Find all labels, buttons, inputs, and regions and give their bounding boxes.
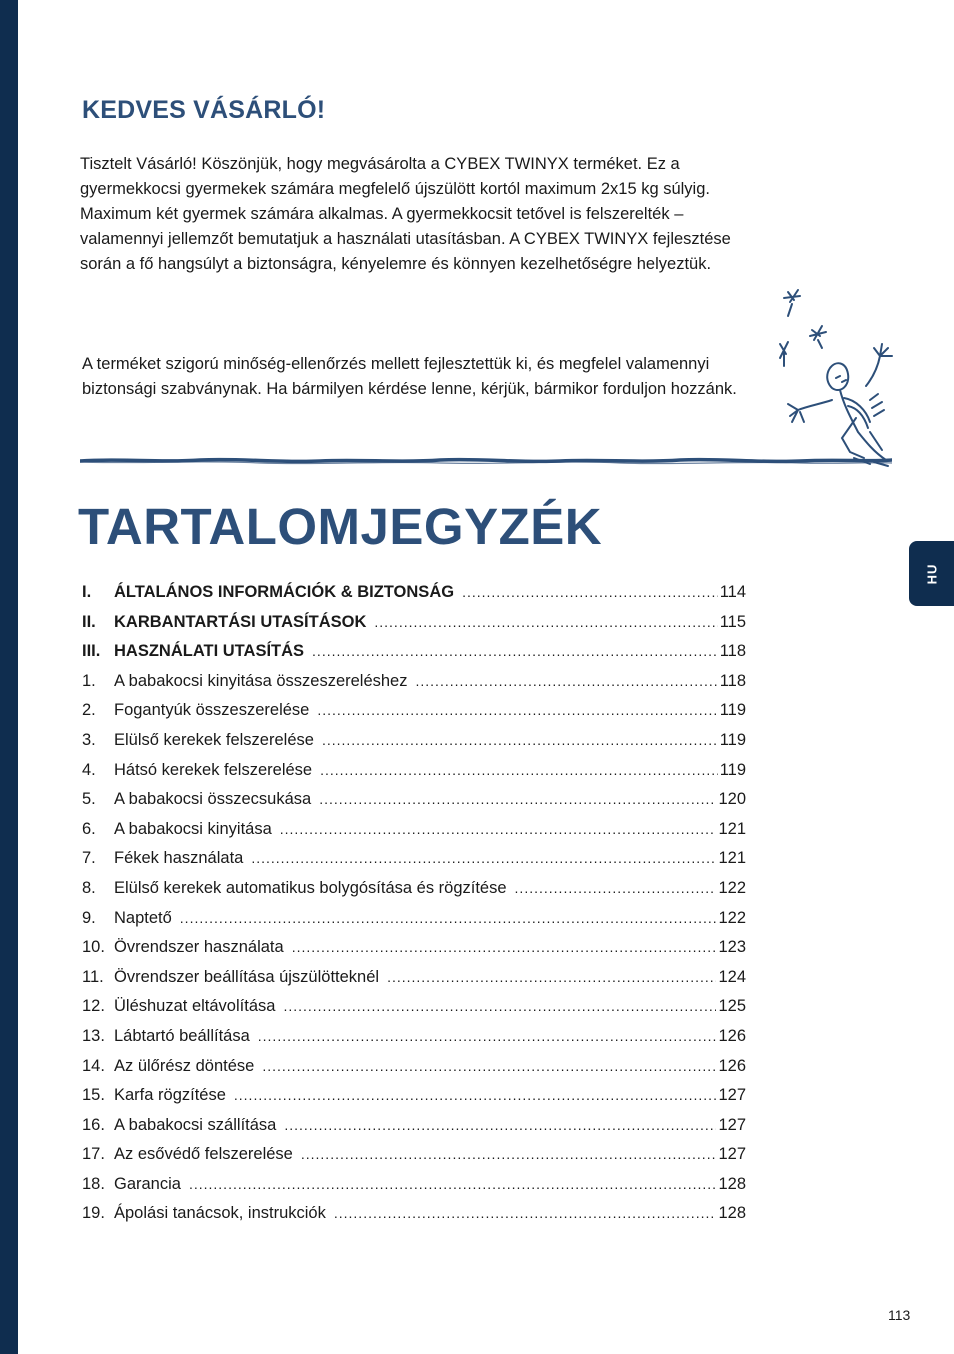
toc-entry-page: 126 (718, 1026, 746, 1045)
toc-entry[interactable] (82, 938, 746, 968)
toc-title: TARTALOMJEGYZÉK (78, 498, 603, 555)
toc-leader-dots (387, 969, 716, 985)
toc-leader-dots (251, 850, 716, 866)
left-edge-bar (0, 0, 18, 1354)
toc-entry-label: Ápolási tanácsok, instrukciók (114, 1204, 326, 1223)
toc-entry[interactable] (82, 701, 746, 731)
page-number: 113 (888, 1307, 911, 1323)
toc-entry-number: I. (82, 583, 92, 601)
toc-entry-label: A babakocsi szállítása (114, 1115, 277, 1134)
toc-entry-number: 7. (82, 849, 96, 868)
toc-entry-label: A babakocsi összecsukása (114, 790, 312, 809)
quality-paragraph: A terméket szigorú minőség-ellenőrzés mellett fejlesztettük ki, és megfelel valamennyi biztonsági szabványnak. Ha bármilyen kérdése lenne, kérjük, bármikor forduljon hozzánk. (82, 355, 737, 398)
toc-entry-number: 19. (82, 1204, 105, 1223)
toc-entry[interactable] (82, 879, 746, 909)
toc-entry[interactable] (82, 1175, 746, 1205)
juggling-figure-illustration (770, 282, 900, 472)
toc-entry-page: 118 (719, 671, 746, 690)
toc-entry-number: 3. (82, 730, 96, 749)
toc-entry[interactable] (82, 642, 746, 672)
toc-entry[interactable] (82, 613, 746, 643)
toc-entry-label: A babakocsi kinyitása (114, 819, 272, 838)
toc-entry-label: Fogantyúk összeszerelése (114, 701, 310, 720)
toc-entry-page: 123 (718, 938, 746, 957)
toc-leader-dots (234, 1087, 717, 1103)
toc-leader-dots (284, 1117, 716, 1133)
toc-entry-page: 128 (718, 1204, 746, 1223)
toc-entry-label: Naptető (114, 908, 172, 927)
toc-entry-label: Karfa rögzítése (114, 1086, 226, 1105)
toc-leader-dots (301, 1146, 717, 1162)
toc-entry-page: 118 (719, 642, 746, 661)
toc-leader-dots (319, 791, 716, 807)
toc-entry-page: 127 (718, 1115, 746, 1134)
toc-leader-dots (322, 732, 718, 748)
toc-entry-page: 122 (718, 878, 746, 897)
greeting-title: KEDVES VÁSÁRLÓ! (82, 96, 326, 124)
toc-entry[interactable] (82, 731, 746, 761)
toc-entry[interactable] (82, 1086, 746, 1116)
toc-entry[interactable] (82, 1145, 746, 1175)
toc-entry-label: Garancia (114, 1174, 181, 1193)
toc-entry[interactable] (82, 1027, 746, 1057)
toc-entry[interactable] (82, 820, 746, 850)
toc-entry-label: Övrendszer használata (114, 938, 284, 957)
toc-leader-dots (374, 614, 717, 630)
toc-leader-dots (180, 910, 717, 926)
toc-leader-dots (515, 880, 717, 896)
toc-entry-page: 119 (719, 730, 746, 749)
toc-leader-dots (334, 1205, 717, 1221)
toc-entry[interactable] (82, 761, 746, 791)
toc-entry-number: 9. (82, 908, 96, 927)
toc-entry[interactable] (82, 672, 746, 702)
toc-entry-page: 115 (719, 612, 746, 631)
toc-entry-number: 13. (82, 1026, 105, 1045)
toc-entry-number: II. (82, 612, 96, 631)
toc-entry[interactable] (82, 583, 746, 613)
toc-leader-dots (258, 1028, 717, 1044)
language-tab (909, 541, 954, 606)
toc-entry-page: 119 (719, 760, 746, 779)
toc-entry-number: 4. (82, 760, 96, 779)
toc-entry-number: 18. (82, 1174, 105, 1193)
toc-entry-number: III. (82, 642, 101, 661)
toc-entry-page: 121 (718, 849, 746, 868)
toc-entry-label: Az ülőrész döntése (114, 1056, 255, 1075)
table-of-contents (82, 583, 746, 1234)
toc-entry[interactable] (82, 1116, 746, 1146)
toc-entry-number: 16. (82, 1115, 105, 1134)
toc-leader-dots (317, 702, 717, 718)
toc-entry-number: 5. (82, 790, 96, 809)
toc-leader-dots (280, 821, 717, 837)
toc-entry-page: 119 (719, 701, 746, 720)
toc-entry[interactable] (82, 997, 746, 1027)
toc-entry-page: 127 (718, 1086, 746, 1105)
toc-entry-page: 122 (718, 908, 746, 927)
toc-entry-number: 17. (82, 1145, 105, 1164)
toc-entry-page: 121 (718, 819, 746, 838)
toc-entry-page: 124 (718, 967, 746, 986)
toc-entry-page: 120 (718, 790, 746, 809)
toc-entry-label: Övrendszer beállítása újszülötteknél (114, 967, 380, 986)
toc-leader-dots (312, 643, 718, 659)
toc-entry-label: Elülső kerekek felszerelése (114, 730, 314, 749)
toc-entry-label: Elülső kerekek automatikus bolygósítása és rögzítése (114, 878, 507, 897)
toc-entry-page: 127 (718, 1145, 746, 1164)
intro-paragraph: Tisztelt Vásárló! Köszönjük, hogy megvásárolta a CYBEX TWINYX terméket. Ez a gyermekkocsi gyermekek számára megfelelő újszülött kortól maximum 2x15 kg súlyig. Maximum két gyermek számára alkalmas. A gyermekkocsit tetővel is felszerelték – valamennyi jellemzőt bemutatjuk a használati utasításban. A CYBEX TWINYX fejlesztése során a fő hangsúlyt a biztonságra, kényelemre és könnyen kezelhetőségre helyeztük. (80, 155, 731, 273)
toc-entry[interactable] (82, 849, 746, 879)
toc-entry-page: 114 (719, 583, 746, 601)
toc-entry-label: HASZNÁLATI UTASÍTÁS (114, 642, 305, 661)
toc-entry-number: 6. (82, 819, 96, 838)
toc-entry-number: 15. (82, 1086, 105, 1105)
language-tab-label: HU (924, 563, 939, 584)
toc-entry-number: 1. (82, 671, 96, 690)
toc-entry-label: Lábtartó beállítása (114, 1026, 250, 1045)
toc-entry-label: Üléshuzat eltávolítása (114, 997, 276, 1016)
toc-leader-dots (189, 1176, 717, 1192)
toc-leader-dots (292, 939, 717, 955)
toc-entry[interactable] (82, 1057, 746, 1087)
toc-entry-number: 2. (82, 701, 96, 720)
toc-leader-dots (416, 673, 718, 689)
toc-entry-label: KARBANTARTÁSI UTASÍTÁSOK (114, 612, 367, 631)
toc-entry-page: 126 (718, 1056, 746, 1075)
toc-entry-number: 8. (82, 878, 96, 897)
toc-entry-label: Hátsó kerekek felszerelése (114, 760, 313, 779)
toc-entry-page: 128 (718, 1174, 746, 1193)
toc-leader-dots (262, 1058, 716, 1074)
toc-entry[interactable] (82, 968, 746, 998)
toc-entry-label: Fékek használata (114, 849, 244, 868)
toc-entry-number: 14. (82, 1056, 105, 1075)
decorative-divider (80, 454, 892, 468)
toc-entry[interactable] (82, 1204, 746, 1234)
toc-entry-number: 12. (82, 997, 105, 1016)
toc-entry-page: 125 (718, 997, 746, 1016)
toc-entry-number: 11. (82, 967, 104, 986)
toc-leader-dots (462, 584, 718, 600)
toc-entry-number: 10. (82, 938, 105, 957)
toc-entry[interactable] (82, 790, 746, 820)
toc-leader-dots (283, 998, 716, 1014)
toc-entry-label: ÁLTALÁNOS INFORMÁCIÓK & BIZTONSÁG (114, 583, 455, 601)
toc-entry-label: Az esővédő felszerelése (114, 1145, 293, 1164)
toc-entry-label: A babakocsi kinyitása összeszereléshez (114, 671, 408, 690)
toc-entry[interactable] (82, 909, 746, 939)
toc-leader-dots (320, 762, 718, 778)
